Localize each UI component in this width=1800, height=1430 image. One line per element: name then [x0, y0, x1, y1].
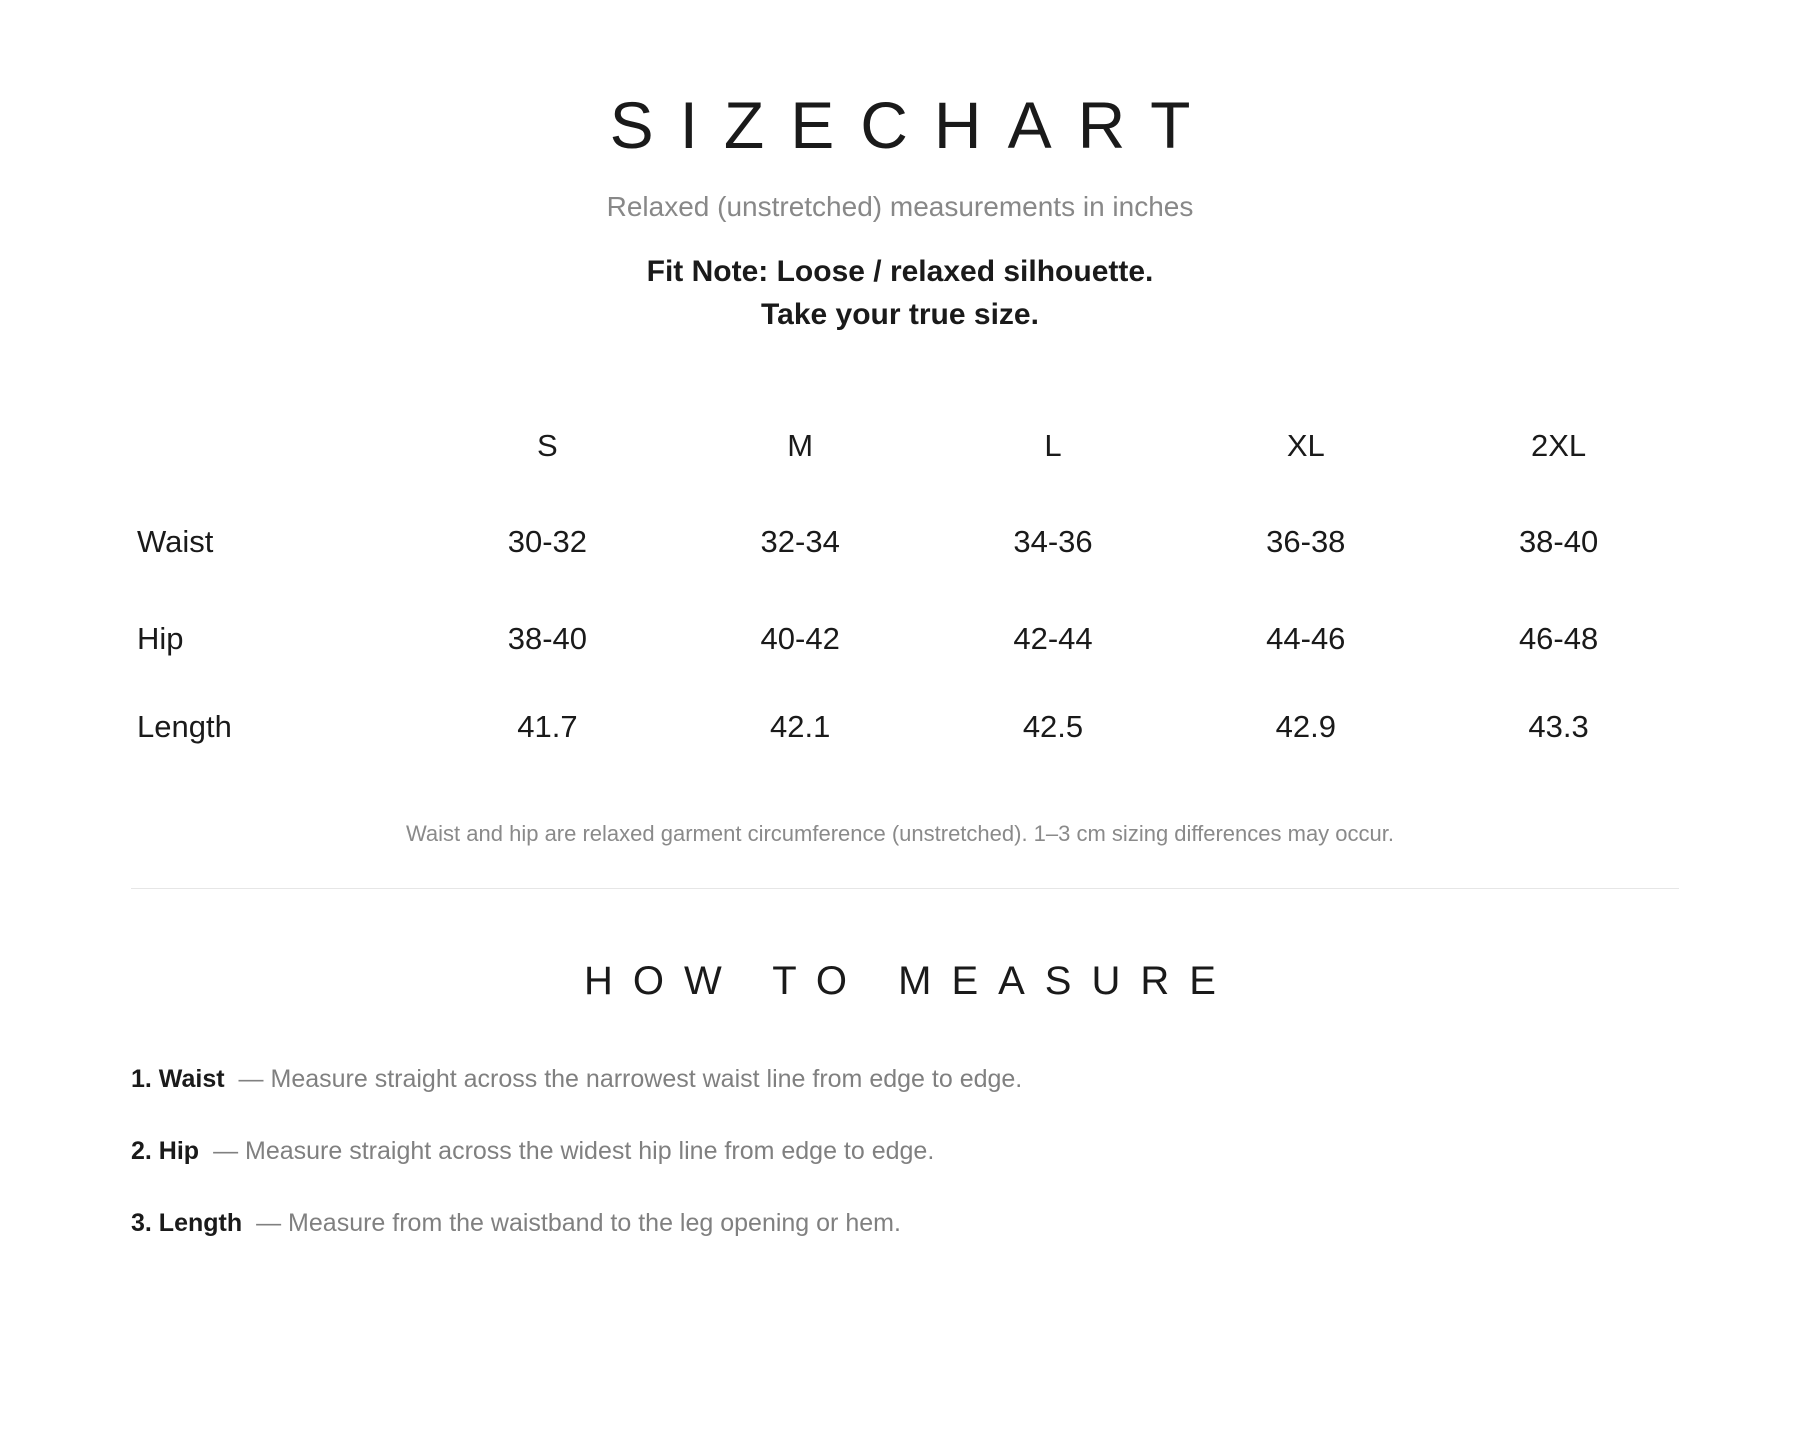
step-name-hip: 2. Hip: [131, 1137, 200, 1165]
size-header-xl: XL: [1286, 428, 1325, 463]
size-header-m: M: [787, 428, 814, 463]
table-cell: 30-32: [507, 523, 588, 559]
table-cell: 32-34: [760, 523, 840, 559]
page-title: SIZECHART: [609, 88, 1217, 162]
table-cell: 42.9: [1275, 709, 1336, 744]
list-item: [131, 1064, 1631, 1136]
list-item: [131, 1136, 1631, 1208]
table-footnote: Waist and hip are relaxed garment circumference (unstretched). 1–3 cm sizing differences may occur.: [405, 821, 1394, 846]
step-name-length: 3. Length: [131, 1209, 243, 1237]
table-cell: 36-38: [1266, 523, 1346, 559]
table-cell: 42-44: [1013, 621, 1093, 656]
fit-note-line-1: Fit Note: Loose / relaxed silhouette.: [646, 255, 1154, 288]
table-cell: 38-40: [1518, 523, 1599, 559]
page-subtitle: Relaxed (unstretched) measurements in inches: [606, 191, 1194, 222]
table-cell: 40-42: [760, 621, 840, 656]
size-header-l: L: [1044, 428, 1062, 463]
table-row-length: [131, 683, 1685, 771]
table-cell: 41.7: [517, 709, 578, 744]
step-description: — Measure straight across the widest hip line from edge to edge.: [213, 1137, 935, 1165]
fit-note-line-2: Take your true size.: [761, 298, 1039, 331]
measure-steps-list: [131, 1064, 1631, 1280]
step-description: — Measure straight across the narrowest waist line from edge to edge.: [238, 1065, 1023, 1093]
row-label-length: Length: [137, 709, 232, 744]
table-cell: 38-40: [507, 621, 588, 656]
table-cell: 44-46: [1266, 621, 1346, 656]
size-header-2xl: 2XL: [1531, 428, 1587, 463]
how-to-measure-title: HOW TO MEASURE: [584, 959, 1236, 1003]
section-divider: [131, 888, 1679, 889]
table-header-corner: [131, 408, 421, 488]
step-description: — Measure from the waistband to the leg opening or hem.: [256, 1209, 901, 1237]
table-cell: 42.1: [770, 709, 831, 744]
table-header-row: [131, 408, 1685, 488]
table-cell: 43.3: [1528, 709, 1589, 744]
step-name-waist: 1. Waist: [131, 1065, 225, 1093]
table-row-hip: [131, 595, 1685, 683]
table-row-waist: [131, 488, 1685, 595]
row-label-hip: Hip: [137, 621, 184, 656]
table-cell: 46-48: [1518, 621, 1599, 656]
size-header-s: S: [537, 428, 558, 463]
fit-note: [0, 250, 1800, 336]
list-item: [131, 1208, 1631, 1280]
size-table: [131, 408, 1685, 771]
table-cell: 42.5: [1022, 709, 1084, 744]
table-cell: 34-36: [1013, 523, 1093, 559]
row-label-waist: Waist: [137, 523, 214, 559]
